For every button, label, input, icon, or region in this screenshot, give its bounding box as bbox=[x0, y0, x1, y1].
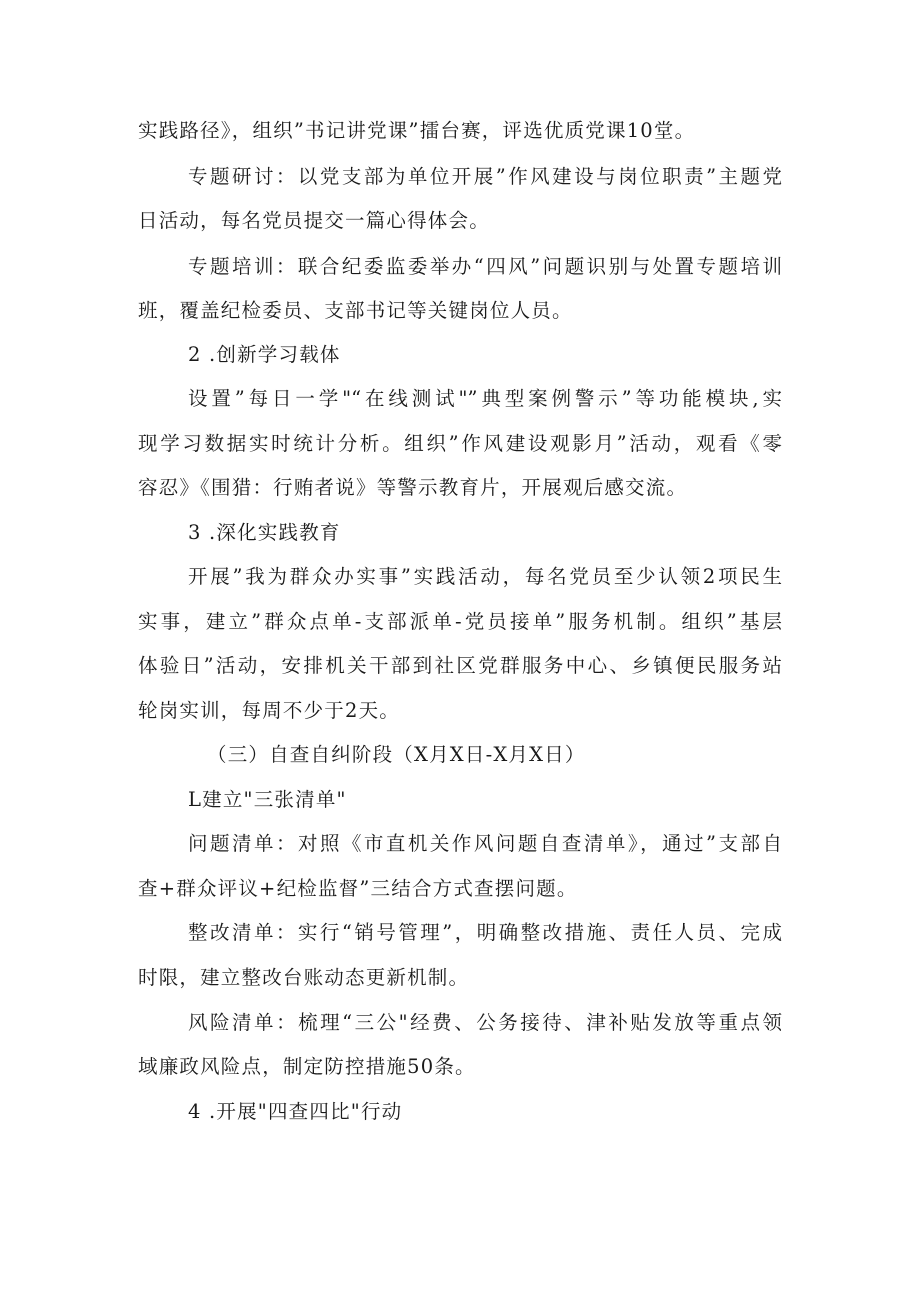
paragraph-line: 容忍》《围猎：行贿者说》等警示教育片，开展观后感交流。 bbox=[138, 476, 688, 499]
paragraph-line: 开展”我为群众办实事”实践活动，每名党员至少认领2项民生 bbox=[188, 565, 782, 588]
paragraph-line: 实践路径》，组织”书记讲党课”擂台赛，评选优质党课10堂。 bbox=[138, 119, 696, 142]
paragraph-line: 问题清单：对照《市直机关作风问题自查清单》，通过”支部自 bbox=[188, 832, 782, 855]
paragraph-line: 现学习数据实时统计分析。组织”作风建设观影月”活动，观看《零 bbox=[138, 432, 782, 455]
paragraph-line: 实事，建立”群众点单-支部派单-党员接单”服务机制。组织”基层 bbox=[138, 610, 782, 633]
paragraph-line: 专题培训：联合纪委监委举办“四风”问题识别与处置专题培训 bbox=[188, 255, 782, 278]
paragraph-line: 设置”每日一学"“在线测试"”典型案例警示”等功能模块,实 bbox=[188, 387, 782, 410]
section-heading: 2 .创新学习载体 bbox=[188, 343, 341, 366]
paragraph-line: 查+群众评议+纪检监督”三结合方式查摆问题。 bbox=[138, 877, 578, 900]
paragraph-line: 时限，建立整改台账动态更新机制。 bbox=[138, 966, 470, 989]
paragraph-line: 体验日”活动，安排机关干部到社区党群服务中心、乡镇便民服务站 bbox=[138, 654, 782, 677]
paragraph-line: 整改清单：实行“销号管理”，明确整改措施、责任人员、完成 bbox=[188, 921, 782, 944]
paragraph-line: 轮岗实训，每周不少于2天。 bbox=[138, 699, 401, 722]
section-heading: 4 .开展"四查四比"行动 bbox=[188, 1100, 403, 1123]
paragraph-line: 班，覆盖纪检委员、支部书记等关键岗位人员。 bbox=[138, 299, 573, 322]
section-heading: 3 .深化实践教育 bbox=[188, 521, 341, 544]
paragraph-line: 风险清单：梳理“三公"经费、公务接待、津补贴发放等重点领 bbox=[188, 1011, 782, 1034]
paragraph-line: 域廉政风险点，制定防控措施50条。 bbox=[138, 1055, 476, 1078]
paragraph-line: 日活动，每名党员提交一篇心得体会。 bbox=[138, 209, 490, 232]
section-heading: L建立"三张清单" bbox=[188, 788, 347, 811]
paragraph-line: 专题研讨：以党支部为单位开展”作风建设与岗位职责”主题党 bbox=[188, 165, 782, 188]
stage-heading: （三）自查自纠阶段（X月X日-X月X日） bbox=[207, 743, 586, 766]
